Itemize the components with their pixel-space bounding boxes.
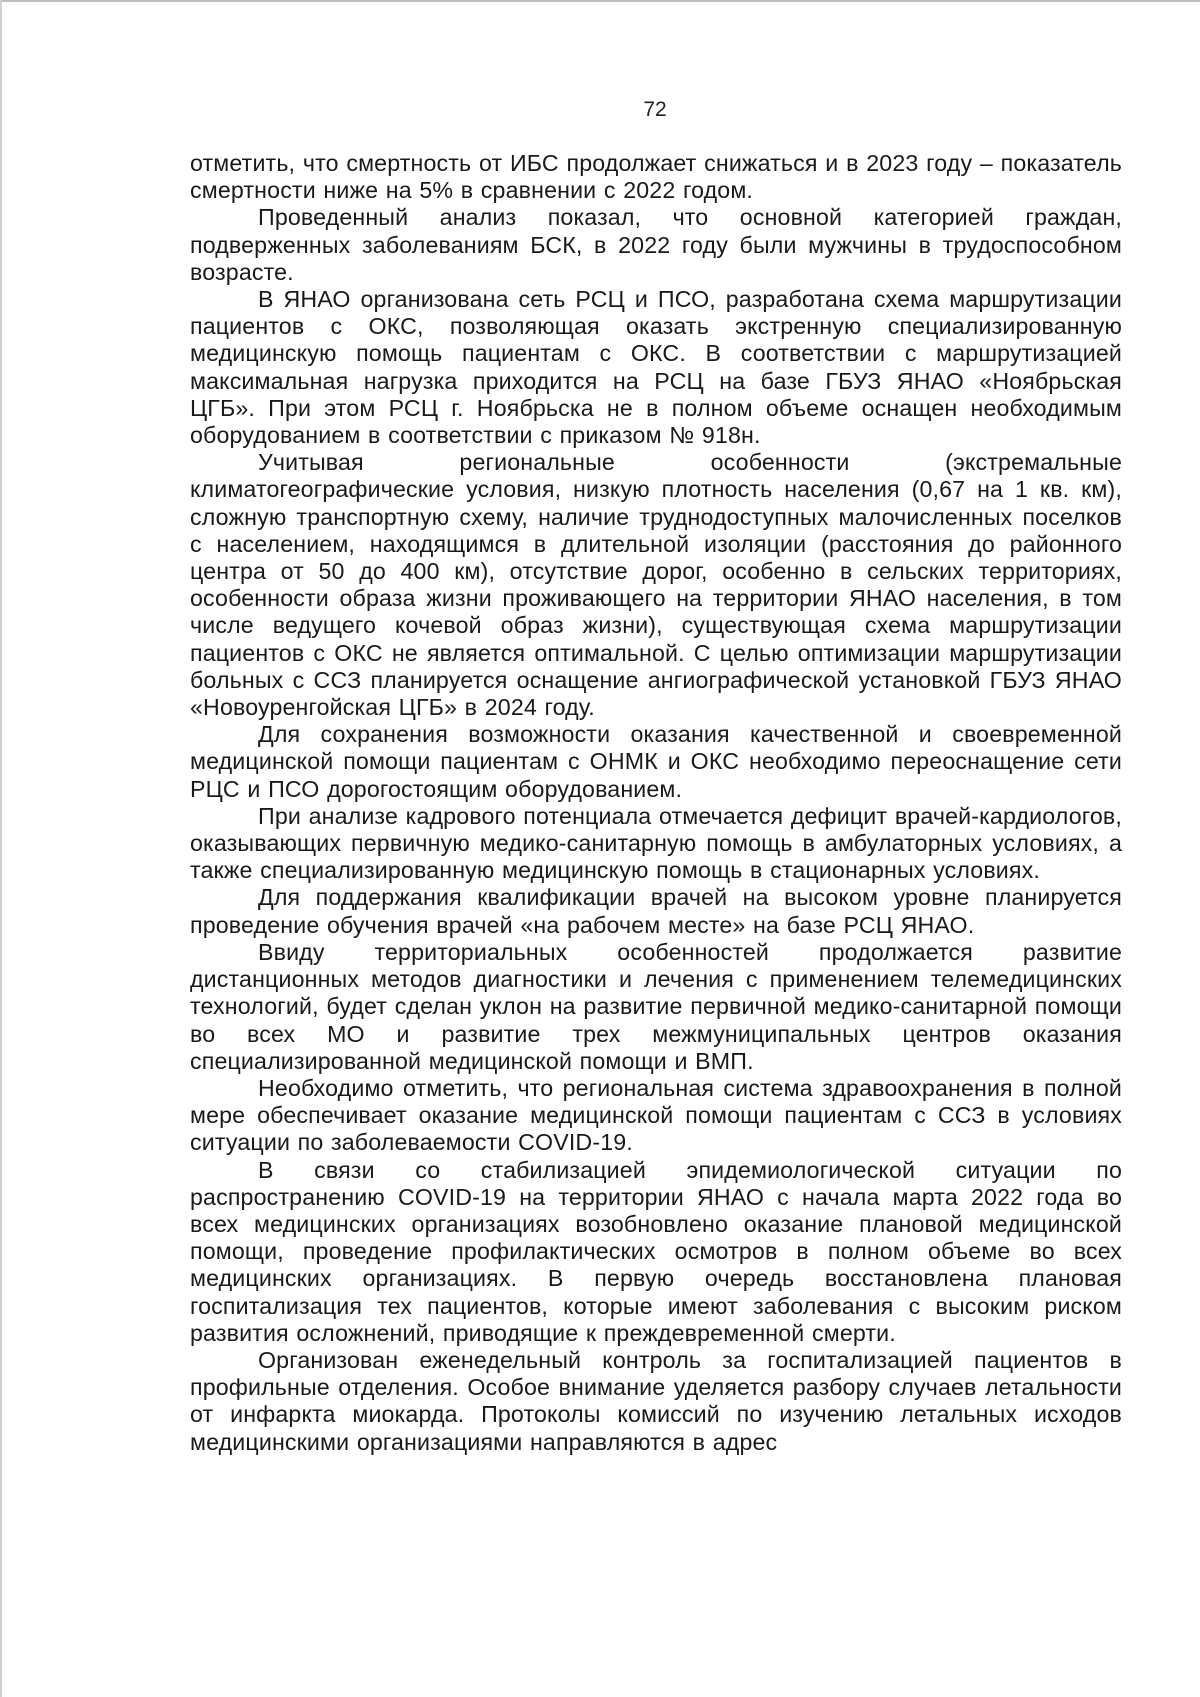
paragraph: В связи со стабилизацией эпидемиологической ситуации по распространению COVID-19 на территории ЯНАО с начала марта 2022 года во всех медицинских организациях возобновлено оказание плановой медицинской помощи, проведение профилактических осмотров в полном объеме во всех медицинских организациях. В первую очередь восстановлена плановая госпитализация тех пациентов, которые имеют заболевания с высоким риском развития осложнений, приводящие к преждевременной смерти. [190,1156,1122,1346]
paragraph-continuation: отметить, что смертность от ИБС продолжает снижаться и в 2023 году – показатель смертности ниже на 5% в сравнении с 2022 годом. [190,150,1122,204]
body-text [190,150,1122,1456]
paragraph: Учитывая региональные особенности (экстремальные климатогеографические условия, низкую плотность населения (0,67 на 1 кв. км), сложную транспортную схему, наличие труднодоступных малочисленных поселков с населением, находящимся в длительной изоляции (расстояния до районного центра от 50 до 400 км), отсутствие дорог, особенно в сельских территориях, особенности образа жизни проживающего на территории ЯНАО населения, в том числе ведущего кочевой образ жизни), существующая схема маршрутизации пациентов с ОКС не является оптимальной. С целью оптимизации маршрутизации больных с ССЗ планируется оснащение ангиографической установкой ГБУЗ ЯНАО «Новоуренгойская ЦГБ» в 2024 году. [190,449,1122,721]
paragraph: Для сохранения возможности оказания качественной и своевременной медицинской помощи пациентам с ОНМК и ОКС необходимо переоснащение сети РЦС и ПСО дорогостоящим оборудованием. [190,721,1122,802]
paragraph: Организован еженедельный контроль за госпитализацией пациентов в профильные отделения. Особое внимание уделяется разбору случаев летальности от инфаркта миокарда. Протоколы комиссий по изучению летальных исходов медицинскими организациями направляются в адрес [190,1346,1122,1455]
paragraph: Проведенный анализ показал, что основной категорией граждан, подверженных заболеваниям БСК, в 2022 году были мужчины в трудоспособном возрасте. [190,204,1122,285]
paragraph: При анализе кадрового потенциала отмечается дефицит врачей-кардиологов, оказывающих первичную медико-санитарную помощь в амбулаторных условиях, а также специализированную медицинскую помощь в стационарных условиях. [190,802,1122,884]
paragraph: В ЯНАО организована сеть РСЦ и ПСО, разработана схема маршрутизации пациентов с ОКС, позволяющая оказать экстренную специализированную медицинскую помощь пациентам с ОКС. В соответствии с маршрутизацией максимальная нагрузка приходится на РСЦ на базе ГБУЗ ЯНАО «Ноябрьская ЦГБ». При этом РСЦ г. Ноябрьска не в полном объеме оснащен необходимым оборудованием в соответствии с приказом № 918н. [190,286,1122,449]
scan-edge-top [0,0,1200,2]
paragraph: Ввиду территориальных особенностей продолжается развитие дистанционных методов диагностики и лечения с применением телемедицинских технологий, будет сделан уклон на развитие первичной медико-санитарной помощи во всех МО и развитие трех межмуниципальных центров оказания специализированной медицинской помощи и ВМП. [190,938,1122,1074]
paragraph: Необходимо отметить, что региональная система здравоохранения в полной мере обеспечивает оказание медицинской помощи пациентам с ССЗ в условиях ситуации по заболеваемости COVID-19. [190,1074,1122,1156]
paragraph: Для поддержания квалификации врачей на высоком уровне планируется проведение обучения врачей «на рабочем месте» на базе РСЦ ЯНАО. [190,884,1122,938]
page-number: 72 [643,98,667,121]
scan-edge-left [0,0,2,1697]
